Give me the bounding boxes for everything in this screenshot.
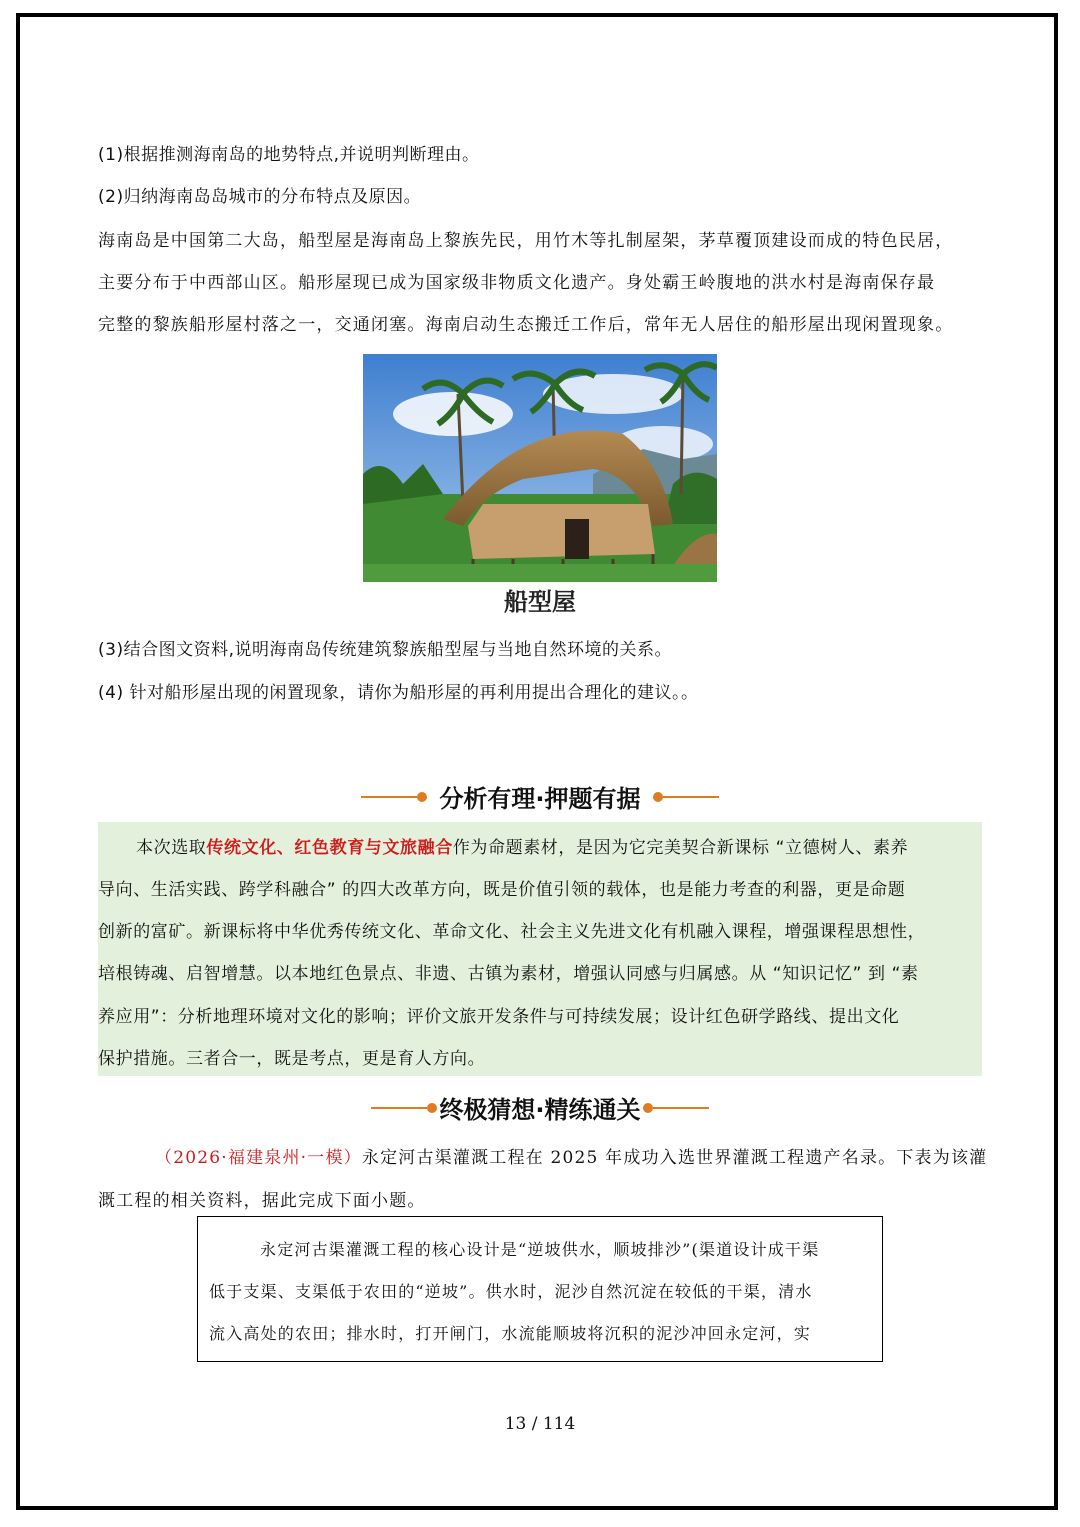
analysis-line-2: 导向、生活实践、跨学科融合” 的四大改革方向，既是价值引领的载体，也是能力考查的利器，更是命题 [98, 880, 906, 900]
analysis-text: 本次选取 [136, 838, 207, 858]
title-decoration-left [371, 1107, 427, 1109]
material-line-1: 永定河古渠灌溉工程的核心设计是“逆坡供水，顺坡排沙”(渠道设计成干渠 [260, 1240, 820, 1259]
title-dot-right [653, 792, 663, 802]
title-decoration-left [361, 796, 417, 798]
question-3: (3)结合图文资料,说明海南岛传统建筑黎族船型屋与当地自然环境的关系。 [98, 640, 672, 660]
analysis-line-6: 保护措施。三者合一，既是考点，更是育人方向。 [98, 1049, 486, 1069]
analysis-highlight: 传统文化、红色教育与文旅融合 [206, 838, 453, 858]
title-decoration-right [663, 796, 719, 798]
boat-house-photo [363, 354, 717, 582]
section-title-practice [0, 1090, 1080, 1125]
title-dot-left [427, 1103, 437, 1113]
question-1: (1)根据推测海南岛的地势特点,并说明判断理由。 [98, 145, 480, 165]
analysis-line-3: 创新的富矿。新课标将中华优秀传统文化、革命文化、社会主义先进文化有机融入课程，增强课程思想性， [98, 922, 926, 942]
title-dot-right [643, 1103, 653, 1113]
practice-text: 永定河古渠灌溉工程在 2025 年成功入选世界灌溉工程遗产名录。下表为该灌 [361, 1148, 988, 1168]
question-2: (2)归纳海南岛岛城市的分布特点及原因。 [98, 187, 422, 207]
analysis-box [98, 822, 982, 1076]
analysis-line-4: 培根铸魂、启智增慧。以本地红色景点、非遗、古镇为素材，增强认同感与归属感。从 “知识记忆” 到 “素 [98, 964, 919, 984]
title-decoration-right [653, 1107, 709, 1109]
question-source: （2026·福建泉州·一模） [155, 1148, 362, 1168]
practice-line-2: 溉工程的相关资料，据此完成下面小题。 [98, 1191, 426, 1211]
section-title-analysis [0, 779, 1080, 814]
photo-caption: 船型屋 [504, 588, 576, 616]
analysis-line-5: 养应用”：分析地理环境对文化的影响；评价文旅开发条件与可持续发展；设计红色研学路线、提出文化 [98, 1007, 900, 1027]
material-line-3: 流入高处的农田；排水时，打开闸门，水流能顺坡将沉积的泥沙冲回永定河，实 [209, 1324, 812, 1343]
intro-line-3: 完整的黎族船形屋村落之一，交通闭塞。海南启动生态搬迁工作后，常年无人居住的船形屋出现闲置现象。 [98, 315, 954, 335]
practice-line-1 [155, 1143, 987, 1168]
intro-line-2: 主要分布于中西部山区。船形屋现已成为国家级非物质文化遗产。身处霸王岭腹地的洪水村是海南保存最 [98, 273, 936, 293]
analysis-line-1 [136, 833, 908, 858]
title-dot-left [417, 792, 427, 802]
page-number: 13 / 114 [504, 1414, 576, 1434]
question-4: (4) 针对船形屋出现的闲置现象，请你为船形屋的再利用提出合理化的建议。。 [98, 683, 699, 703]
section-title-text: 分析有理·押题有据 [439, 785, 641, 813]
analysis-text: 作为命题素材，是因为它完美契合新课标 “立德树人、素养 [452, 838, 909, 858]
section-title-text: 终极猜想·精练通关 [439, 1096, 641, 1124]
material-line-2: 低于支渠、支渠低于农田的“逆坡”。供水时，泥沙自然沉淀在较低的干渠，清水 [209, 1282, 813, 1301]
intro-line-1: 海南岛是中国第二大岛，船型屋是海南岛上黎族先民，用竹木等扎制屋架，茅草覆顶建设而成的特色民居， [98, 231, 954, 251]
